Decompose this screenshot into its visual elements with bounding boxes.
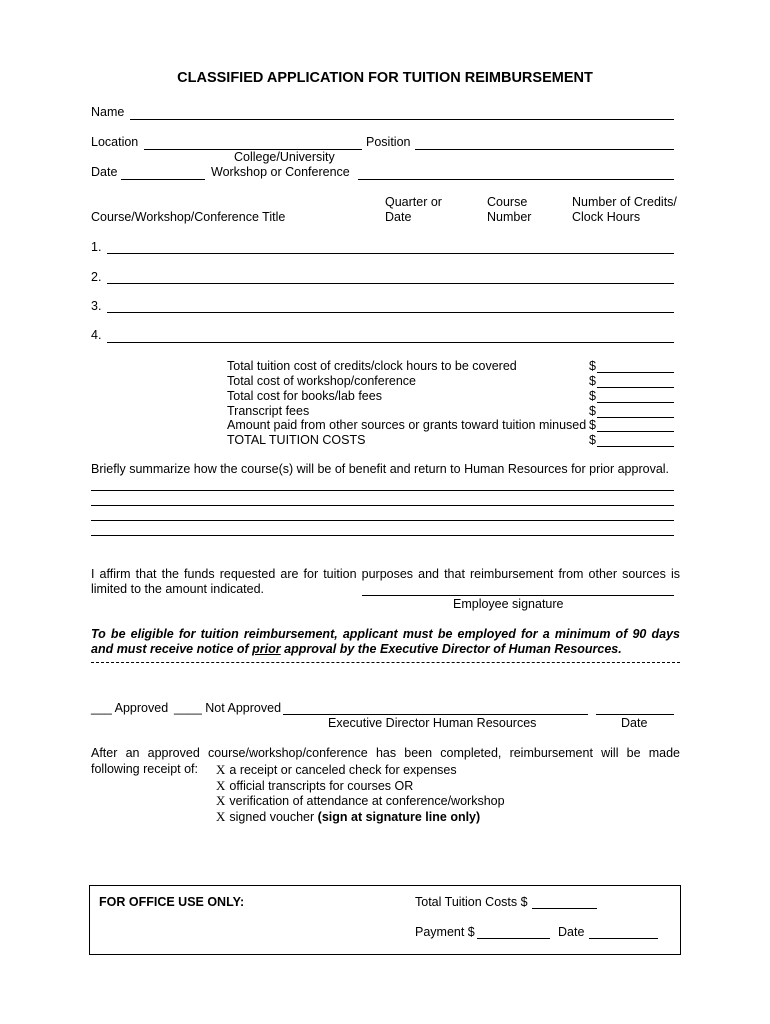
office-payment-label: Payment $ (415, 925, 475, 939)
cost-label: Transcript fees (227, 404, 310, 418)
cost-label: TOTAL TUITION COSTS (227, 433, 366, 447)
credits-header-2: Clock Hours (572, 210, 641, 224)
course-row-4-field[interactable] (107, 342, 674, 343)
course-row-number: 2. (91, 270, 102, 284)
position-label: Position (366, 135, 411, 149)
requirement-emphasis: (sign at signature line only) (317, 810, 481, 824)
name-label: Name (91, 105, 125, 119)
quarter-header-2: Date (385, 210, 412, 224)
office-total-label: Total Tuition Costs $ (415, 895, 528, 909)
exec-director-signature-field[interactable] (283, 714, 588, 715)
date-field[interactable] (121, 179, 205, 180)
course-row-3-field[interactable] (107, 312, 674, 313)
course-row-number: 1. (91, 240, 102, 254)
name-field[interactable] (130, 119, 674, 120)
date-label: Date (91, 165, 118, 179)
eligibility-notice: To be eligible for tuition reimbursement, applicant must be employed for a minimum of 90 days (91, 627, 680, 641)
course-row-1-field[interactable] (107, 253, 674, 254)
summary-line-3[interactable] (91, 520, 674, 521)
location-label: Location (91, 135, 139, 149)
exec-director-label: Executive Director Human Resources (328, 716, 537, 730)
affirm-statement-2: limited to the amount indicated. (91, 582, 265, 596)
reimbursement-statement-2: following receipt of: (91, 762, 199, 776)
requirement-item (216, 762, 457, 778)
requirement-text: signed voucher (229, 810, 318, 824)
course-header-2: Number (487, 210, 532, 224)
requirement-item (216, 778, 413, 794)
quarter-header: Quarter or (385, 195, 442, 209)
office-total-field[interactable] (532, 908, 597, 909)
total-tuition-field[interactable] (597, 446, 674, 447)
x-mark-icon: X (216, 809, 226, 824)
credits-header: Number of Credits/ (572, 195, 677, 209)
affirm-statement: I affirm that the funds requested are for tuition purposes and that reimbursement from other sources is (91, 567, 680, 581)
cost-label: Total cost of workshop/conference (227, 374, 416, 388)
summary-line-1[interactable] (91, 490, 674, 491)
college-university-label: College/University (234, 150, 335, 164)
summary-line-4[interactable] (91, 535, 674, 536)
eligibility-notice-2 (91, 642, 622, 657)
course-row-number: 4. (91, 328, 102, 342)
approval-date-label: Date (621, 716, 648, 730)
requirement-text: verification of attendance at conference/workshop (229, 794, 505, 808)
requirement-item (216, 793, 505, 809)
eligibility-text: and must receive notice of (91, 642, 253, 656)
eligibility-emphasis: prior (252, 642, 281, 656)
x-mark-icon: X (216, 793, 226, 808)
tuition-cost-field[interactable] (597, 372, 674, 373)
approval-date-field[interactable] (596, 714, 674, 715)
requirement-text: a receipt or canceled check for expenses (229, 763, 457, 777)
position-field[interactable] (415, 149, 674, 150)
other-sources-field[interactable] (597, 431, 674, 432)
approved-option[interactable]: ___ Approved (91, 701, 169, 715)
page-title: CLASSIFIED APPLICATION FOR TUITION REIMBURSEMENT (177, 70, 593, 86)
cost-currency: $ (589, 389, 596, 403)
workshop-conference-label: Workshop or Conference (211, 165, 350, 179)
employee-signature-label: Employee signature (453, 597, 564, 611)
divider (91, 662, 680, 663)
eligibility-text-end: approval by the Executive Director of Human Resources. (280, 642, 622, 656)
cost-currency: $ (589, 359, 596, 373)
course-row-2-field[interactable] (107, 283, 674, 284)
x-mark-icon: X (216, 762, 226, 777)
office-use-heading: FOR OFFICE USE ONLY: (99, 895, 245, 909)
summary-prompt: Briefly summarize how the course(s) will be of benefit and return to Human Resources for prior approval. (91, 462, 670, 476)
cost-label: Total cost for books/lab fees (227, 389, 382, 403)
cost-label: Amount paid from other sources or grants toward tuition minused (227, 418, 587, 432)
requirement-item (216, 809, 480, 825)
employee-signature-field[interactable] (362, 595, 674, 596)
course-header: Course (487, 195, 528, 209)
cost-currency: $ (589, 404, 596, 418)
course-row-number: 3. (91, 299, 102, 313)
x-mark-icon: X (216, 778, 226, 793)
transcript-fees-field[interactable] (597, 417, 674, 418)
reimbursement-statement: After an approved course/workshop/conference has been completed, reimbursement will be made (91, 746, 680, 760)
not-approved-option[interactable]: ____ Not Approved (174, 701, 282, 715)
cost-currency: $ (589, 418, 596, 432)
office-payment-field[interactable] (477, 938, 550, 939)
books-cost-field[interactable] (597, 402, 674, 403)
cost-currency: $ (589, 374, 596, 388)
workshop-cost-field[interactable] (597, 387, 674, 388)
office-date-field[interactable] (589, 938, 658, 939)
cost-label: Total tuition cost of credits/clock hours to be covered (227, 359, 517, 373)
cost-currency: $ (589, 433, 596, 447)
summary-line-2[interactable] (91, 505, 674, 506)
college-workshop-field[interactable] (358, 179, 674, 180)
requirement-text: official transcripts for courses OR (229, 779, 414, 793)
office-date-label: Date (558, 925, 585, 939)
course-title-header: Course/Workshop/Conference Title (91, 210, 286, 224)
